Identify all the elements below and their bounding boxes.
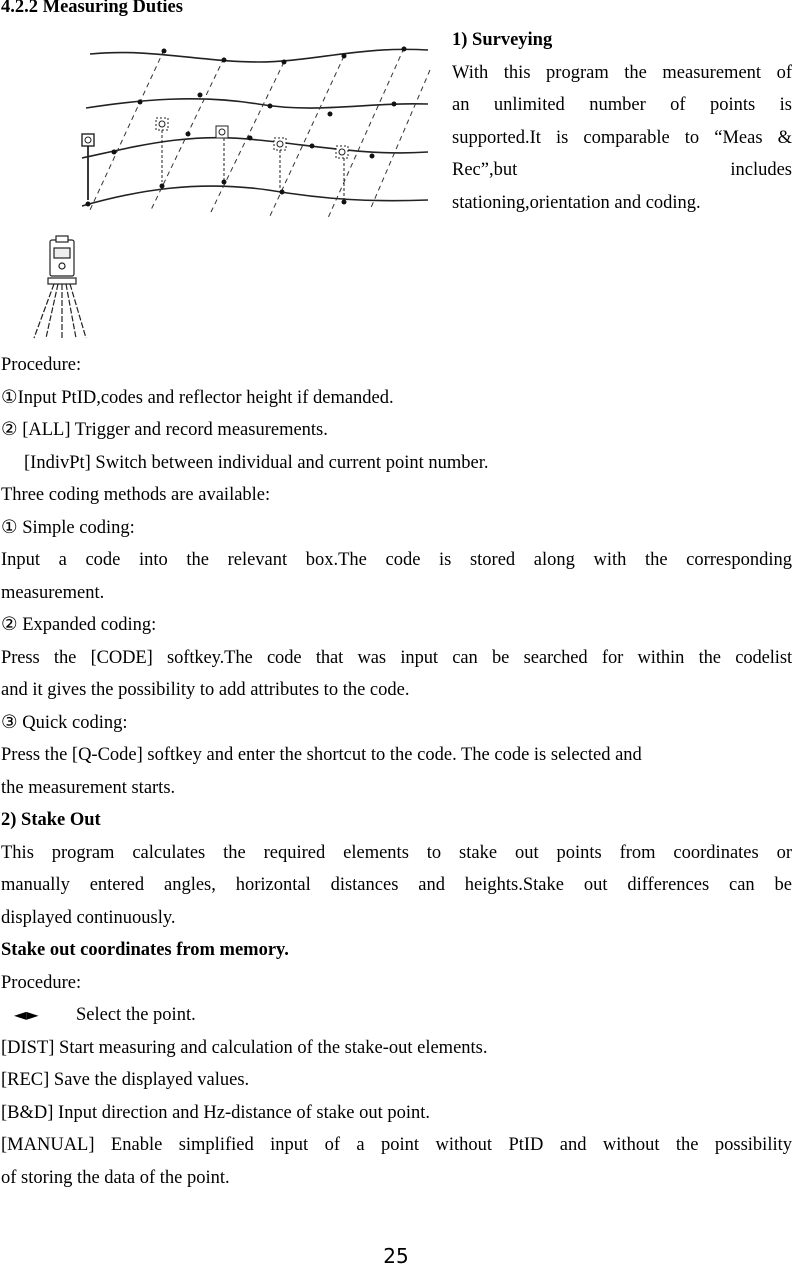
procedure-step: ①Input PtID,codes and reflector height if demanded. bbox=[1, 388, 394, 408]
grid-point bbox=[342, 54, 347, 59]
grid-point bbox=[402, 47, 407, 52]
prism-icon bbox=[336, 146, 348, 158]
grid-point bbox=[282, 60, 287, 65]
grid-point bbox=[112, 150, 117, 155]
grid-point bbox=[370, 154, 375, 159]
dist-softkey-text: [DIST] Start measuring and calculation of the stake-out elements. bbox=[1, 1038, 488, 1058]
procedure-step: ② [ALL] Trigger and record measurements. bbox=[1, 420, 328, 440]
grid-point bbox=[162, 49, 167, 54]
stakeout-subheading: Stake out coordinates from memory. bbox=[1, 940, 289, 960]
simple-coding-title: ① Simple coding: bbox=[1, 518, 135, 538]
expanded-coding-title: ② Expanded coding: bbox=[1, 615, 157, 635]
bd-softkey-text: [B&D] Input direction and Hz-distance of stake out point. bbox=[1, 1103, 430, 1123]
grid-diagonal bbox=[328, 48, 404, 218]
quick-coding-text: the measurement starts. bbox=[1, 778, 176, 798]
stakeout-text: This program calculates the required elements to stake out points from coordinates or bbox=[1, 843, 792, 863]
prism-icon bbox=[82, 134, 94, 146]
procedure-label: Procedure: bbox=[1, 355, 82, 375]
grid-point bbox=[268, 104, 273, 109]
simple-coding-text: Input a code into the relevant box.The code is stored along with the corresponding bbox=[1, 550, 792, 570]
surveying-text-line: supported.It is comparable to “Meas & bbox=[452, 128, 792, 148]
grid-curve bbox=[86, 99, 428, 108]
grid-point bbox=[198, 93, 203, 98]
stakeout-procedure-label: Procedure: bbox=[1, 973, 82, 993]
surveying-text-line: an unlimited number of points is bbox=[452, 95, 792, 115]
prism-icon bbox=[274, 138, 286, 150]
grid-point bbox=[160, 184, 165, 189]
expanded-coding-text: and it gives the possibility to add attributes to the code. bbox=[1, 680, 410, 700]
grid-diagonal bbox=[370, 70, 430, 210]
prism-icon bbox=[216, 126, 228, 138]
expanded-coding-text: Press the [CODE] softkey.The code that was input can be searched for within the codelist bbox=[1, 648, 792, 668]
quick-coding-title: ③ Quick coding: bbox=[1, 713, 128, 733]
rec-softkey-text: [REC] Save the displayed values. bbox=[1, 1070, 250, 1090]
surveying-text-line: With this program the measurement of bbox=[452, 63, 792, 83]
stakeout-text: manually entered angles, horizontal distances and heights.Stake out differences can be bbox=[1, 875, 792, 895]
stakeout-title: 2) Stake Out bbox=[1, 810, 101, 830]
grid-point bbox=[248, 136, 253, 141]
surveying-text-line: Rec”,but includes bbox=[452, 160, 792, 180]
prism-icon bbox=[156, 118, 168, 130]
grid-curve bbox=[90, 49, 428, 62]
grid-point bbox=[222, 58, 227, 63]
quick-coding-text: Press the [Q-Code] softkey and enter the shortcut to the code. The code is selected and bbox=[1, 745, 642, 765]
grid-point bbox=[342, 200, 347, 205]
grid-point bbox=[328, 112, 333, 117]
total-station-icon bbox=[34, 236, 86, 338]
page-number: 25 bbox=[383, 1244, 409, 1268]
surveying-text-line: stationing,orientation and coding. bbox=[452, 193, 701, 213]
grid-point bbox=[186, 132, 191, 137]
stakeout-text: displayed continuously. bbox=[1, 908, 176, 928]
grid-point bbox=[138, 100, 143, 105]
grid-diagonal bbox=[90, 50, 164, 210]
grid-point bbox=[280, 190, 285, 195]
manual-softkey-text: [MANUAL] Enable simplified input of a point without PtID and without the possibility bbox=[1, 1135, 792, 1155]
procedure-step: [IndivPt] Switch between individual and current point number. bbox=[24, 453, 489, 473]
arrow-keys-text: Select the point. bbox=[76, 1005, 196, 1025]
arrow-keys-icon: ◄► bbox=[14, 1005, 39, 1024]
surveying-title: 1) Surveying bbox=[452, 30, 553, 50]
grid-point bbox=[310, 144, 315, 149]
surveying-illustration bbox=[28, 40, 433, 340]
simple-coding-text: measurement. bbox=[1, 583, 105, 603]
coding-intro: Three coding methods are available: bbox=[1, 485, 271, 505]
grid-point bbox=[222, 180, 227, 185]
grid-point bbox=[392, 102, 397, 107]
manual-softkey-text: of storing the data of the point. bbox=[1, 1168, 230, 1188]
grid-point bbox=[86, 202, 91, 207]
grid-curve bbox=[82, 138, 428, 158]
section-heading: 4.2.2 Measuring Duties bbox=[1, 0, 183, 17]
